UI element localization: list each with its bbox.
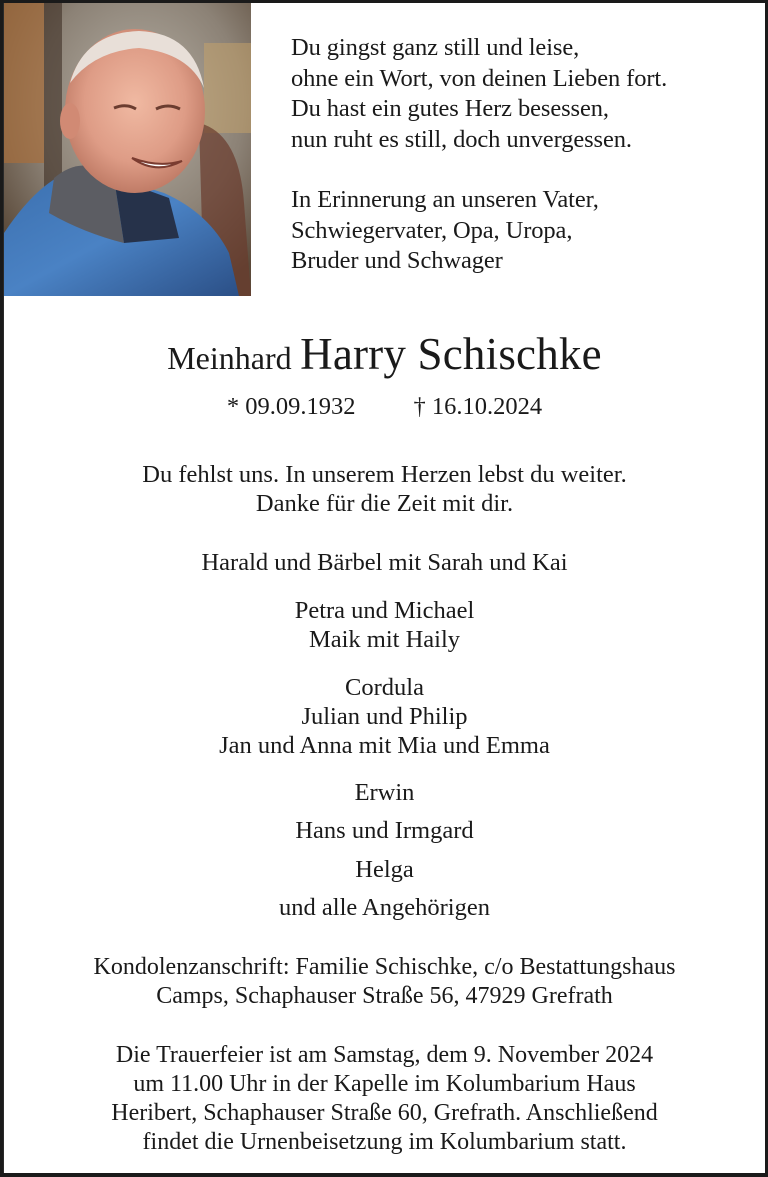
message-line: Du fehlst uns. In unserem Herzen lebst du weiter. — [142, 461, 627, 488]
in-memory-line: Schwiegervater, Opa, Uropa, — [291, 216, 573, 244]
portrait-illustration — [4, 3, 251, 296]
in-memory-line: Bruder und Schwager — [291, 247, 503, 274]
poem-line: Du hast ein gutes Herz besessen, — [291, 95, 609, 122]
message-line: Danke für die Zeit mit dir. — [255, 490, 514, 517]
family-group-6 — [4, 855, 765, 884]
mourner-line: und alle Angehörigen — [279, 894, 490, 921]
poem-line: Du gingst ganz still und leise, — [291, 34, 580, 61]
ceremony-line: findet die Urnenbeisetzung im Kolumbarium statt. — [142, 1129, 627, 1155]
mourner-line: Julian und Philip — [301, 703, 468, 730]
poem-line: nun ruht es still, doch unvergessen. — [291, 125, 632, 153]
family-group-5 — [4, 816, 765, 845]
obituary-notice — [3, 3, 765, 1173]
ceremony-line: um 11.00 Uhr in der Kapelle im Kolumbarium Haus — [133, 1071, 636, 1097]
mourner-line: Helga — [355, 856, 414, 883]
mourner-line: Cordula — [345, 674, 424, 701]
birth-date: * 09.09.1932 — [226, 393, 356, 420]
farewell-message — [4, 460, 765, 518]
mourner-line: Petra und Michael — [294, 597, 475, 624]
in-memory-line: In Erinnerung an unseren Vater, — [291, 186, 599, 213]
family-group-1 — [4, 548, 765, 577]
in-memory-text — [291, 185, 761, 277]
address-line: Kondolenzanschrift: Familie Schischke, c/o Bestattungshaus — [93, 954, 676, 980]
mourner-line: Maik mit Haily — [308, 626, 461, 653]
poem-text — [291, 33, 761, 277]
address-line: Camps, Schaphauser Straße 56, 47929 Grefrath — [156, 983, 613, 1009]
life-dates — [4, 390, 765, 424]
mourner-line: Jan und Anna mit Mia und Emma — [219, 732, 550, 759]
ceremony-line: Die Trauerfeier ist am Samstag, dem 9. November 2024 — [115, 1042, 654, 1068]
mourner-line: Harald und Bärbel mit Sarah und Kai — [201, 549, 568, 576]
death-date: † 16.10.2024 — [413, 393, 543, 420]
mourner-line: Erwin — [354, 779, 415, 806]
ceremony-line: Heribert, Schaphauser Straße 60, Grefrath. Anschließend — [111, 1100, 658, 1126]
deceased-name — [4, 326, 765, 387]
poem-line: ohne ein Wort, von deinen Lieben fort. — [291, 64, 668, 92]
deceased-first-name: Meinhard — [167, 340, 292, 376]
family-group-2 — [4, 596, 765, 654]
mourner-line: Hans und Irmgard — [295, 817, 474, 844]
deceased-surname: Harry Schischke — [300, 329, 602, 379]
funeral-ceremony-info — [4, 1041, 765, 1157]
family-group-4 — [4, 778, 765, 807]
poem-stanza-1 — [291, 33, 761, 155]
condolence-address — [4, 953, 765, 1011]
family-group-7 — [4, 893, 765, 922]
portrait-photo — [4, 3, 251, 296]
family-group-3 — [4, 673, 765, 760]
